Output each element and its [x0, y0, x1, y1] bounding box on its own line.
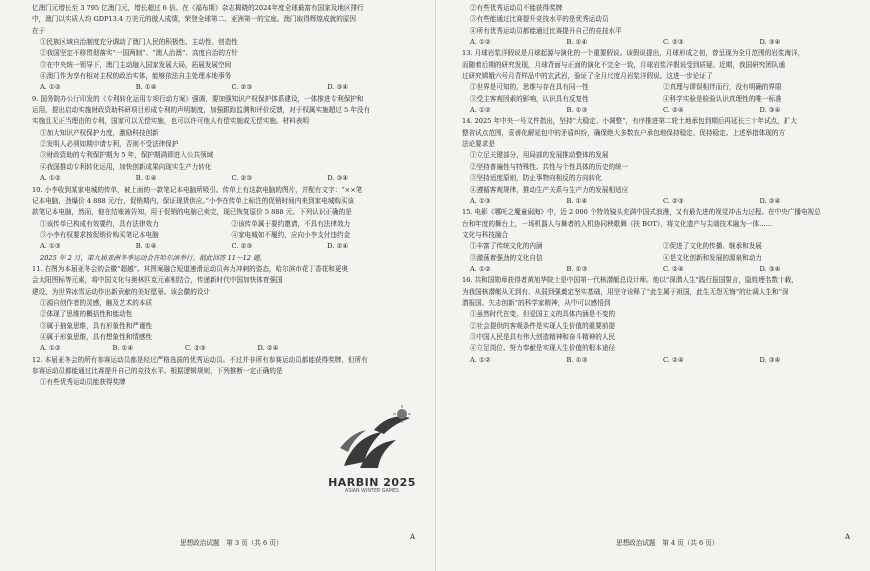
- option-line: ③属于抽象思维，具有形象性和严谨性: [40, 321, 153, 330]
- answer-a: A. ①③: [40, 242, 61, 251]
- answer-d: D. ③④: [759, 38, 781, 47]
- answer-b: B. ①④: [135, 174, 157, 183]
- answer-c: C. ②③: [231, 83, 253, 92]
- option-line: ③中国人民是具有伟大创造精神和奋斗精神的人民: [470, 332, 616, 341]
- answer-c: C. ②③: [231, 242, 253, 251]
- answer-c: C. ②③: [231, 174, 253, 183]
- option-4: ④家电城如不履约，应向小李支付违约金: [231, 230, 351, 239]
- paper-version: A: [409, 533, 415, 541]
- answer-d: D. ③④: [759, 355, 781, 364]
- text-line: 建设，为世界冰雪运动作出新贡献的美好愿景。该会徽的设计: [32, 287, 211, 296]
- option-line: ④澳门作为享有相对主权的政治实体，能够依法自主处理本地事务: [40, 72, 232, 81]
- answer-d: D. ②④: [257, 344, 279, 353]
- option-2: ②真理与谬误相伴而行，没有明确的界限: [663, 83, 782, 92]
- option-1: ①丰富了传统文化的内涵: [470, 242, 543, 251]
- answer-b: B. ①③: [566, 355, 588, 364]
- q8-answer-options: [32, 82, 423, 93]
- answer-c: C. ②③: [185, 344, 206, 353]
- option-line: ④遵循客观规律，推动生产关系与生产力的发展相适应: [470, 185, 629, 194]
- question-15: 15. 电影《哪吒之魔童闹海》中，近 2 000 个特效镜头充满中国式浪漫，又有最先进的视觉冲击力过程。在中央广播电视总: [462, 208, 821, 217]
- option-line: ①虽然时代在变，但爱国主义的具体内涵是不变的: [470, 310, 616, 319]
- text-line: 运用，提出启动实施财政资助科研项目形成专利的声明制度，加强跟踪监测和评价反馈，对于权属实施超过 5 年没有: [32, 106, 371, 115]
- option-line: ④属于形象思维，具有想象性和情感性: [40, 332, 153, 341]
- q16-answer-options: [462, 355, 856, 366]
- option-line: ②我国坚定不移贯彻落实“一国两制”、“澳人治澳”、高度自治的方针: [40, 49, 239, 58]
- text-line: 在于: [32, 26, 46, 35]
- answer-a: A. ①②: [40, 174, 61, 183]
- answer-a: A. ①③: [470, 196, 491, 205]
- answer-b: B. ①③: [566, 106, 588, 115]
- option-line: ③在中央统一领导下，澳门主动融入国家发展大局，拓展发展空间: [40, 60, 232, 69]
- text-line: 潜报国、矢志创新”的科学家精神，从中可以感悟到: [462, 298, 611, 307]
- option-line: ①加大知识产权保护力度，激励科技创新: [40, 128, 159, 137]
- option-line: ②坚持普遍性与特殊性、共性与个性具体的历史的统一: [470, 162, 629, 171]
- answer-d: D. ③④: [759, 264, 781, 273]
- option-pair: [462, 82, 856, 93]
- text-line: 文化与科技融合: [462, 230, 509, 239]
- option-1: ①世界是可知的，思维与存在具有同一性: [470, 83, 589, 92]
- option-3: ③受主客观因素的影响，认识具有反复性: [470, 94, 589, 103]
- option-3: ③小李有权要求按促销价购买笔记本电脑: [40, 230, 159, 239]
- text-line: 记本电脑，劲爆价 4 888 元/台，促销期内，保证现货供应。”小李在传单上标注的促销时间内来到家电城购买该: [32, 196, 355, 205]
- option-pair: [32, 230, 423, 241]
- question-14: 14. 2025 年中央一号文件指出，坚持“大稳定、小调整”，有序推进第二轮土地承包到期后再延长三十年试点，扩大: [462, 117, 797, 126]
- answer-b: B. ①④: [566, 196, 588, 205]
- answer-d: D. ②④: [759, 196, 781, 205]
- answer-d: D. ②④: [327, 242, 349, 251]
- option-pair: [462, 241, 856, 252]
- answer-b: B. ①④: [112, 344, 134, 353]
- answer-c: C. ②④: [663, 264, 684, 273]
- option-line: ②社会提供的客观条件是实现人生价值的重要前提: [470, 321, 616, 330]
- text-line: 会太阳图标等元素，将中国文化与奥林匹克元素相结合，传递新时代中国加快体育强国: [32, 276, 283, 285]
- option-line: ④所有优秀运动员都能通过比赛提升自己的竞技水平: [470, 26, 622, 35]
- text-line: 过研究嫦娥六号月背样品中的玄武岩，验证了全月尺度月岩浆洋假说。这进一步论证了: [462, 72, 713, 81]
- option-2: ②促进了文化的传播、继承和发展: [663, 242, 762, 251]
- option-line: ②体现了思维的概括性和能动性: [40, 310, 133, 319]
- text-line: 为我国核潜艇从无到有、从弱到强奠定坚实基础，用坚守诠释了“此生属于祖国，此生无怨无悔”的壮阔人生和“深: [462, 287, 789, 296]
- text-line: 款笔记本电脑，然而，他在结账被告知，用于促销的电脑已卖完，现已恢复原价 5 888 元。下列认识正确的是: [32, 208, 352, 217]
- q12-answer-options: [462, 37, 856, 48]
- q11-answer-options: [32, 343, 330, 354]
- option-line: ④我国推动专利转化运用，加快创新成果向现实生产力转化: [40, 162, 212, 171]
- question-12: 12. 本届亚冬会的所有参赛运动员都是经过严格选拔的优秀运动员。不过并非所有参赛运动员都能获得奖牌，但所有: [32, 355, 368, 364]
- text-line: 整省试点范围，妥善化解延包中的矛盾纠纷，确保绝大多数农户承包地保持稳定、促持稳定。上述举措体现的方: [462, 128, 786, 137]
- text-line: 台和年度的舞台上，一场机器人与舞者的人机协同秧歌舞《扶 BOT》，将文化遗产与尖端技术融为一体……: [462, 219, 773, 228]
- text-line: 亿澳门元增长至 3 795 亿澳门元，增长超过 6 倍。在《福布斯》杂志揭晓的2024年度全球最富有国家及地区排行: [32, 4, 364, 12]
- answer-a: A. ①②: [470, 38, 491, 47]
- text-line: 中，澳门以实质人均 GDP13.4 万美元的傲人成绩，荣登全球第二、亚洲第一的宝座。澳门取得辉煌成就的原因: [32, 15, 356, 24]
- option-line: ②发明人必须如期申请专利，否则不受法律保护: [40, 140, 179, 149]
- option-pair: [32, 219, 423, 230]
- option-4: ④科学实验是检验认识真理性的唯一标准: [663, 94, 782, 103]
- answer-b: B. ①④: [566, 38, 588, 47]
- answer-d: D. ③④: [759, 106, 781, 115]
- answer-b: B. ①③: [566, 264, 588, 273]
- option-1: ①该传单已构成有效要约，具有法律效力: [40, 219, 159, 228]
- answer-c: C. ②③: [663, 38, 684, 47]
- q10-answer-options: [32, 241, 423, 252]
- question-9: 9. 国务院办公厅印发的《专利转化运用专项行动方案》强调，要加强知识产权保护体系建设，一体推进专利保护和: [32, 94, 364, 103]
- text-line: 实施且无正当理由的专利，国家可以无偿实施，也可以许可他人有偿实施或无偿实施。材料表明: [32, 117, 309, 126]
- answer-a: A. ①②: [470, 106, 491, 115]
- answer-c: C. ②④: [663, 106, 684, 115]
- page-footer: 思想政治试题 第 4 页（共 6 页）: [616, 539, 719, 547]
- option-line: ③财政资助的专利保护期为 5 年，保护期满即进入公共领域: [40, 151, 214, 160]
- question-16: 16. 共和国勋章获得者黄旭华院士是中国第一代核潜艇总设计师。他以“深潜人生”践行报国誓言，隐姓埋名数十载，: [462, 276, 798, 285]
- q9-answer-options: [32, 173, 423, 184]
- page-footer: 思想政治试题 第 3 页（共 6 页）: [180, 539, 283, 547]
- option-3: ③激荡着强劲的文化自信: [470, 253, 543, 262]
- option-line: ①民族区域自治制度充分调动了澳门人民的积极性、主动性、创造性: [40, 38, 238, 47]
- answer-b: B. ①④: [135, 83, 157, 92]
- answer-d: D. ③④: [327, 174, 349, 183]
- answer-a: A. ①②: [470, 355, 491, 364]
- logo-title: HARBIN 2025: [328, 476, 416, 489]
- section-intro: 2025 年 2 月，第九届亚洲冬季运动会在哈尔滨举行。据此回答 11～12 题。: [40, 253, 267, 262]
- option-line: ①源自创作者的灵感，触及艺术的本质: [40, 298, 153, 307]
- option-line: ③有些能通过比赛提升竞技水平的是优秀运动员: [470, 15, 609, 24]
- logo-emblem-icon: [322, 404, 422, 478]
- q15-answer-options: [462, 264, 856, 275]
- answer-a: A. ①②: [40, 344, 61, 353]
- answer-b: B. ①④: [135, 242, 157, 251]
- q13-answer-options: [462, 105, 856, 116]
- question-10: 10. 小李收到某家电城的传单，被上面的一款笔记本电脑所吸引。传单上有这款电脑的图片，并配有文字：“××笔: [32, 185, 363, 194]
- q14-answer-options: [462, 196, 856, 207]
- answer-c: C. ②③: [663, 196, 684, 205]
- answer-a: A. ①②: [470, 264, 491, 273]
- option-line: ①立足关键部分，用局部的发展推动整体的发展: [470, 151, 609, 160]
- option-pair: [462, 94, 856, 105]
- option-2: ②该传单属于要约邀请，不具有法律效力: [231, 219, 351, 228]
- answer-a: A. ①②: [40, 83, 61, 92]
- text-line: 法论要求是: [462, 140, 495, 149]
- answer-c: C. ②④: [663, 355, 684, 364]
- text-line: 参赛运动员都能通过比赛提升自己的竞技水平。根据逻辑规则，下列推断一定正确的是: [32, 367, 283, 375]
- text-line: 而随着后期的研究发现，月球背面与正面的演化不完全一致，月球岩浆洋假说受到质疑。近期，我国研究团队通: [462, 60, 786, 69]
- option-pair: [462, 253, 856, 264]
- question-13: 13. 月球岩浆洋假说是月球起源与演化的一个重要假说。该假说提出，月球形成之初，曾呈现为全月范围的岩浆海洋，: [462, 49, 805, 58]
- question-11: 11. 右图为本届亚冬会的会徽“超越”。其图案融合短道速滑运动员奔力冲刺的姿态，哈尔滨市花丁香花和更奥: [32, 264, 349, 273]
- option-line: ②有些优秀运动员不能获得奖牌: [470, 4, 563, 12]
- option-line: ①有些优秀运动员能获得奖牌: [40, 378, 126, 387]
- page-4: [435, 0, 870, 571]
- option-line: ④立足岗位、努力奉献是实现人生价值的根本途径: [470, 344, 616, 353]
- paper-version: A: [844, 533, 850, 541]
- harbin-2025-logo: [322, 404, 422, 509]
- option-line: ③坚持适度原则，防止事物向相反的方向转化: [470, 174, 602, 183]
- option-4: ④是文化创新和发展的源泉和动力: [663, 253, 762, 262]
- logo-subtitle: ASIAN WINTER GAMES: [345, 489, 399, 494]
- answer-d: D. ③④: [327, 83, 349, 92]
